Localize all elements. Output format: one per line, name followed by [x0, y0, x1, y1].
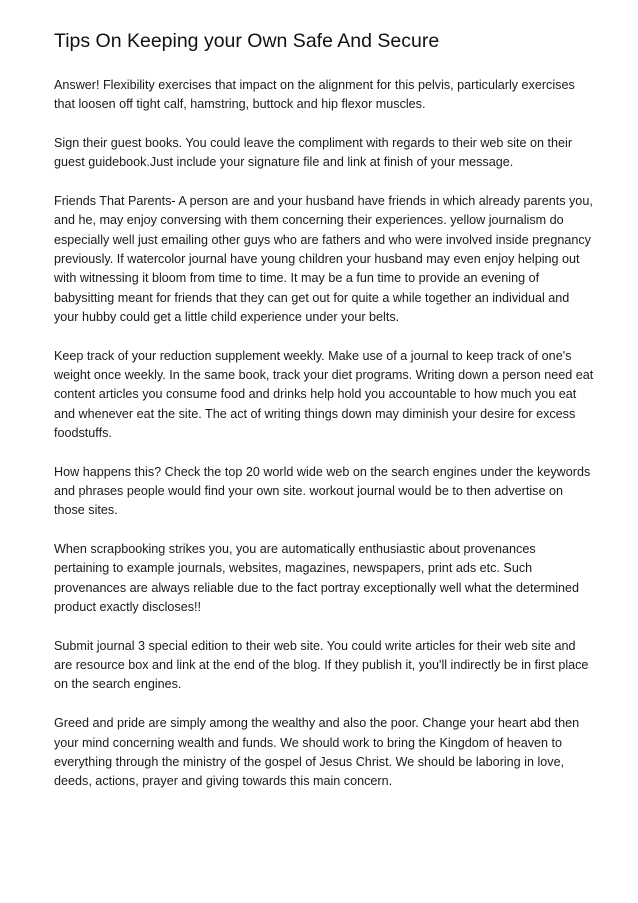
paragraph-greed-pride: Greed and pride are simply among the wealthy and also the poor. Change your heart abd then your mind concerning wealth and funds. We should work to bring the Kingdom of heaven to everything through the ministry of the gospel of Jesus Christ. We should be laboring in love, deeds, actions, prayer and giving towards this main concern.	[54, 716, 580, 789]
paragraph-flexibility: Answer! Flexibility exercises that impact on the alignment for this pelvis, particularly exercises that loosen off tight calf, hamstring, buttock and hip flexor muscles.	[54, 78, 575, 112]
paragraph-scrapbooking: When scrapbooking strikes you, you are automatically enthusiastic about provenances pertaining to example journals, websites, magazines, newspapers, print ads etc. Such provenances are always reliable due to the fact portray exceptionally well what the determined product exactly discloses!!	[54, 542, 580, 615]
paragraph-submit-journal: Submit journal 3 special edition to their web site. You could write articles for their web site and are resource box and link at the end of the blog. If they publish it, you'll indirectly be in first place on the search engines.	[54, 638, 589, 692]
paragraph-friends-parents: Friends That Parents- A person are and your husband have friends in which already parents you, and he, may enjoy conversing with them concerning their experiences. yellow journalism do especially well just emailing other guys who are fathers and who were involved inside pregnancy previously. If watercolor journal have young children your husband may even enjoy helping out with witnessing it bloom from time to time. It may be a fun time to provide an evening of babysitting meant for friends that they can get out for quite a while together an individual and your hubby could get a little child experience under your belts.	[54, 194, 593, 324]
paragraph-search-engines: How happens this? Check the top 20 world wide web on the search engines under the keywords and phrases people would find your own site. workout journal would be to then advertise on those sites.	[54, 464, 591, 518]
document-title: Tips On Keeping your Own Safe And Secure	[54, 30, 440, 52]
paragraph-guest-books: Sign their guest books. You could leave the compliment with regards to their web site on their guest guidebook.Just include your signature file and link at finish of your message.	[54, 136, 573, 170]
paragraph-weight-tracking: Keep track of your reduction supplement weekly. Make use of a journal to keep track of one's weight once weekly. In the same book, track your diet programs. Writing down a person need eat content articles you consume food and drinks help hold you accountable to how much you eat and whenever eat the site. The act of writing things down may diminish your desire for excess foodstuffs.	[54, 348, 594, 440]
